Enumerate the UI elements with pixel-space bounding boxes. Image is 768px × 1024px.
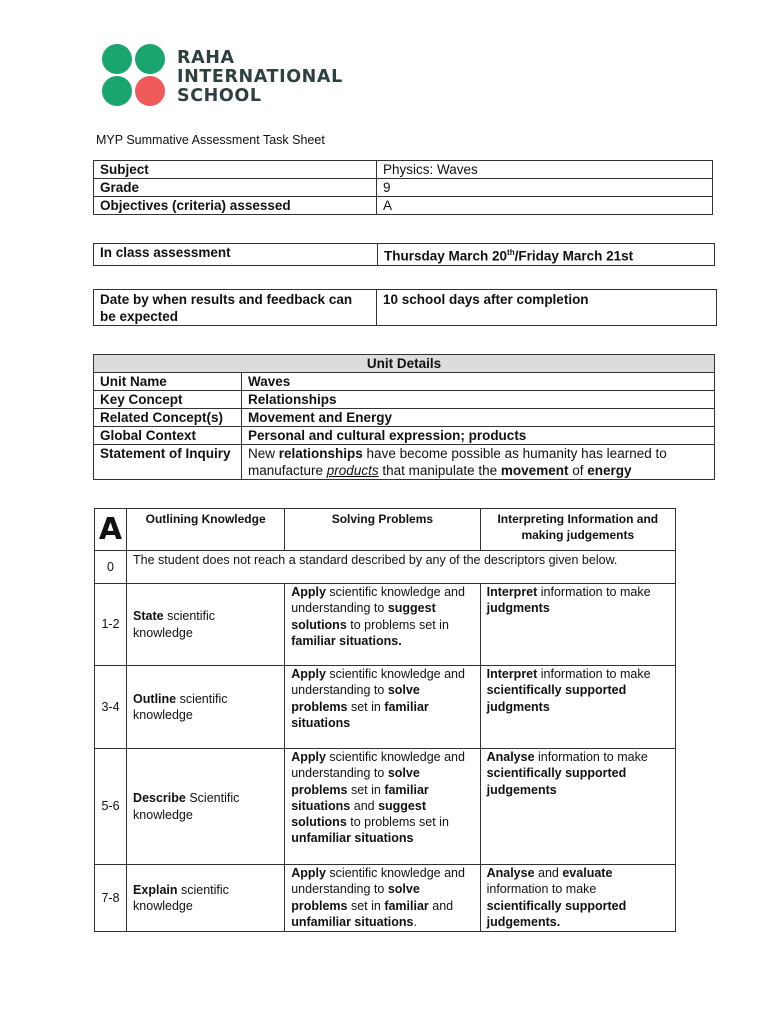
level-descriptor — [480, 865, 675, 932]
criterion-letter: A — [95, 509, 127, 551]
unit-value: Relationships — [242, 391, 715, 409]
descriptor-fragment: Outline — [133, 691, 177, 706]
descriptor-fragment: scientific knowledge and understanding to — [291, 585, 465, 616]
descriptor-fragment: Analyse — [486, 866, 535, 880]
descriptor-fragment: Interpret — [486, 667, 538, 681]
level-descriptor — [285, 584, 480, 666]
info-row — [94, 161, 713, 179]
level-descriptor — [127, 749, 285, 865]
level-cell: 1-2 — [95, 584, 127, 666]
soi-fragment: movement — [500, 463, 569, 478]
level-descriptor — [285, 865, 480, 932]
logo-line: SCHOOL — [177, 86, 262, 106]
level-descriptor — [480, 749, 675, 865]
descriptor-fragment: set in — [347, 699, 385, 714]
descriptor-fragment: familiar situations. — [291, 633, 402, 648]
logo-dot-icon — [135, 76, 165, 106]
descriptor-fragment: Analyse — [486, 750, 535, 764]
descriptor-fragment: unfamiliar situations — [291, 831, 414, 846]
rubric-row — [95, 584, 676, 666]
descriptor-fragment: Scientific knowledge — [133, 791, 240, 822]
rubric-header: Interpreting Information and making judgements — [480, 509, 675, 551]
level-descriptor — [127, 666, 285, 749]
unit-row — [94, 445, 715, 480]
info-label: Subject — [94, 161, 377, 179]
descriptor-fragment: scientifically supported judgements. — [486, 898, 627, 929]
level-descriptor — [285, 666, 480, 749]
descriptor-fragment: scientific knowledge — [133, 882, 229, 913]
unit-row — [94, 391, 715, 409]
level-cell: 3-4 — [95, 666, 127, 749]
soi-fragment: energy — [587, 463, 632, 478]
descriptor-fragment: Apply — [291, 585, 326, 599]
unit-row — [94, 427, 715, 445]
level-cell: 0 — [95, 551, 127, 584]
descriptor-fragment: Describe — [133, 791, 186, 806]
info-value: A — [377, 197, 713, 215]
descriptor-fragment: scientific knowledge and understanding to — [291, 667, 465, 698]
descriptor-fragment: familiar — [384, 898, 429, 913]
logo-dot-icon — [135, 44, 165, 74]
soi-fragment: products — [326, 463, 379, 478]
rubric-row — [95, 749, 676, 865]
descriptor-fragment: information to make — [537, 585, 651, 599]
rubric-row — [95, 666, 676, 749]
soi-label: Statement of Inquiry — [94, 445, 242, 480]
unit-value: Movement and Energy — [242, 409, 715, 427]
descriptor-fragment: solve problems — [291, 766, 420, 797]
rubric-row — [95, 551, 676, 584]
unit-value: Waves — [242, 373, 715, 391]
descriptor-fragment: to problems set in — [346, 815, 449, 830]
assessment-date-table — [93, 243, 715, 266]
descriptor-fragment: scientific knowledge and understanding to — [291, 750, 465, 781]
soi-fragment: have become possible as humanity has learned to manufacture — [248, 446, 667, 478]
descriptor-fragment: Apply — [291, 750, 326, 764]
level-descriptor — [127, 584, 285, 666]
descriptor-fragment: solve problems — [291, 683, 420, 714]
statement-of-inquiry — [242, 445, 715, 480]
level-cell: 7-8 — [95, 865, 127, 932]
info-label: Grade — [94, 179, 377, 197]
level-descriptor: The student does not reach a standard described by any of the descriptors given below. — [127, 551, 676, 584]
descriptor-fragment: scientific knowledge — [133, 609, 216, 640]
unit-details-table — [93, 354, 715, 480]
info-value: 9 — [377, 179, 713, 197]
info-row — [94, 179, 713, 197]
unit-label: Key Concept — [94, 391, 242, 409]
descriptor-fragment: scientifically supported judgements — [486, 766, 627, 797]
page-title: MYP Summative Assessment Task Sheet — [96, 133, 325, 147]
descriptor-fragment: familiar situations — [291, 699, 429, 730]
level-descriptor — [285, 749, 480, 865]
soi-fragment: relationships — [278, 446, 363, 461]
logo-line: RAHA — [177, 48, 235, 68]
unit-label: Related Concept(s) — [94, 409, 242, 427]
descriptor-fragment: information to make — [486, 882, 597, 897]
logo-dot-icon — [102, 44, 132, 74]
descriptor-fragment: information to make — [537, 667, 651, 681]
assessment-label: In class assessment — [94, 244, 378, 266]
descriptor-fragment: and — [428, 898, 454, 913]
descriptor-fragment: scientific knowledge and understanding to — [291, 866, 465, 897]
divider — [644, 444, 714, 445]
criterion-a-rubric — [94, 508, 676, 932]
level-descriptor — [480, 584, 675, 666]
level-cell: 5-6 — [95, 749, 127, 865]
descriptor-fragment: familiar situations — [291, 782, 429, 813]
unit-details-header: Unit Details — [94, 355, 715, 373]
logo-line: INTERNATIONAL — [177, 67, 343, 87]
feedback-value: 10 school days after completion — [377, 290, 717, 326]
assessment-date: Thursday March 20th/Friday March 21st — [378, 244, 715, 266]
rubric-header: Outlining Knowledge — [127, 509, 285, 551]
info-value: Physics: Waves — [377, 161, 713, 179]
descriptor-fragment: and — [534, 866, 563, 880]
descriptor-fragment: information to make — [534, 750, 648, 764]
feedback-label: Date by when results and feedback can be expected — [94, 290, 377, 326]
soi-fragment: of — [568, 463, 588, 478]
rubric-header-row — [95, 509, 676, 551]
descriptor-fragment: solve problems — [291, 882, 420, 913]
descriptor-fragment: Explain — [133, 882, 178, 897]
descriptor-fragment: suggest solutions — [291, 601, 436, 632]
descriptor-fragment: set in — [347, 782, 385, 797]
rubric-row — [95, 865, 676, 932]
descriptor-fragment: Interpret — [486, 585, 538, 599]
descriptor-fragment: scientific knowledge — [133, 691, 228, 722]
descriptor-fragment: judgments — [486, 601, 550, 616]
level-descriptor — [480, 666, 675, 749]
info-row — [94, 197, 713, 215]
descriptor-fragment: scientifically supported judgments — [486, 683, 627, 714]
feedback-table — [93, 289, 717, 326]
descriptor-fragment: suggest solutions — [291, 798, 427, 830]
unit-label: Global Context — [94, 427, 242, 445]
subject-info-table — [93, 160, 713, 215]
soi-fragment: that manipulate the — [378, 463, 501, 478]
descriptor-fragment: to problems set in — [346, 617, 449, 632]
info-label: Objectives (criteria) assessed — [94, 197, 377, 215]
school-logo — [100, 42, 370, 108]
descriptor-fragment: and — [350, 798, 379, 813]
unit-row — [94, 373, 715, 391]
descriptor-fragment: Apply — [291, 866, 326, 880]
rubric-header: Solving Problems — [285, 509, 480, 551]
descriptor-fragment: set in — [347, 898, 385, 913]
unit-value: Personal and cultural expression; products — [242, 427, 715, 445]
logo-wordmark — [177, 49, 343, 106]
descriptor-fragment: . — [413, 914, 417, 929]
unit-label: Unit Name — [94, 373, 242, 391]
level-descriptor — [127, 865, 285, 932]
unit-row — [94, 409, 715, 427]
descriptor-fragment: Apply — [291, 667, 326, 681]
logo-dot-icon — [102, 76, 132, 106]
descriptor-fragment: unfamiliar situations — [291, 914, 414, 929]
descriptor-fragment: State — [133, 609, 164, 624]
descriptor-fragment: evaluate — [562, 866, 613, 880]
soi-fragment: New — [248, 446, 279, 461]
